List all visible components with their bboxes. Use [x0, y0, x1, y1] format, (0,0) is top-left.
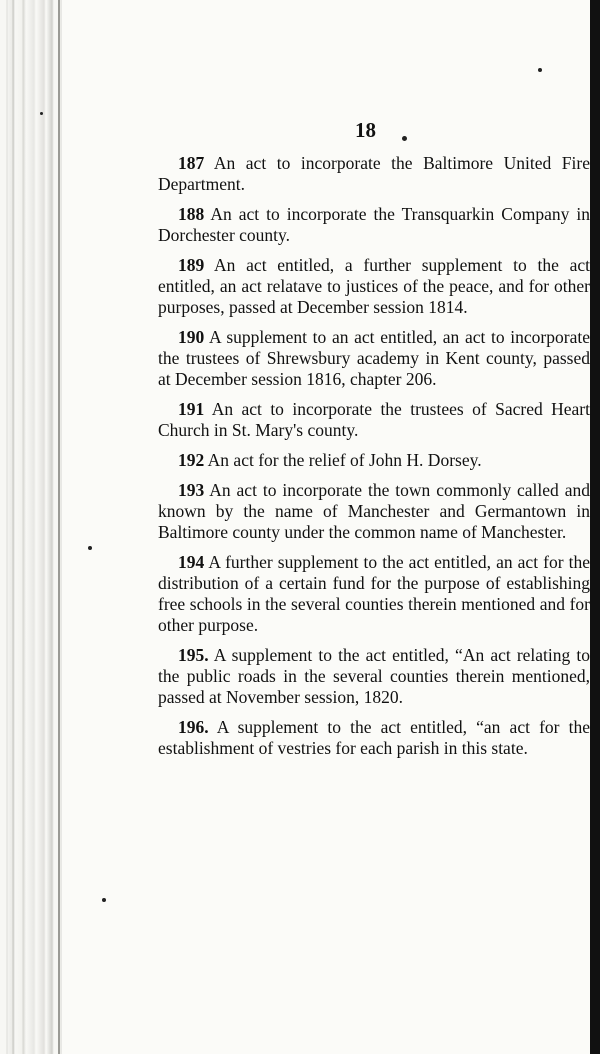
act-title: An act to incorporate the Transquarkin Company in Dorchester county.: [158, 204, 590, 245]
act-entry: [158, 717, 590, 759]
act-title: A supplement to the act entitled, “An act relating to the public roads in the several counties therein mentioned, passed at November session, 1820.: [158, 645, 590, 707]
act-title: An act entitled, a further supplement to the act entitled, an act relatave to justices of the peace, and for other purposes, passed at December session 1814.: [158, 255, 590, 317]
act-title: An act to incorporate the Baltimore United Fire Department.: [158, 153, 590, 194]
act-number: 189: [178, 255, 205, 275]
act-number: 191: [178, 399, 205, 419]
act-entry: [158, 255, 590, 318]
act-number: 195.: [178, 645, 209, 665]
act-number: 192: [178, 450, 205, 470]
act-number: 193: [178, 480, 205, 500]
act-number: 196.: [178, 717, 209, 737]
acts-list: [158, 153, 590, 768]
act-entry: [158, 645, 590, 708]
ink-speck: [538, 68, 542, 72]
book-binding-gutter: [0, 0, 62, 1054]
act-title: A supplement to the act entitled, “an act for the establishment of vestries for each parish in this state.: [158, 717, 590, 758]
act-entry: [158, 399, 590, 441]
act-title: A supplement to an act entitled, an act to incorporate the trustees of Shrewsbury academy in Kent county, passed at December session 1816, chapter 206.: [158, 327, 590, 389]
ink-speck: [102, 898, 106, 902]
act-number: 194: [178, 552, 205, 572]
ink-speck: [88, 546, 92, 550]
page-number: 18: [355, 118, 376, 142]
ink-speck: [402, 136, 407, 141]
act-number: 190: [178, 327, 205, 347]
act-title: An act to incorporate the town commonly called and known by the name of Manchester and Germantown in Baltimore county under the common name of Manchester.: [158, 480, 590, 542]
act-entry: [158, 204, 590, 246]
act-entry: [158, 327, 590, 390]
act-title: An act to incorporate the trustees of Sacred Heart Church in St. Mary's county.: [158, 399, 590, 440]
act-entry: [158, 450, 590, 471]
act-entry: [158, 153, 590, 195]
act-number: 187: [178, 153, 205, 173]
act-number: 188: [178, 204, 205, 224]
page-edge-line: [58, 0, 60, 1054]
ink-speck: [40, 112, 43, 115]
act-title: An act for the relief of John H. Dorsey.: [207, 450, 482, 470]
scan-border: [590, 0, 600, 1054]
act-entry: [158, 480, 590, 543]
act-entry: [158, 552, 590, 636]
act-title: A further supplement to the act entitled, an act for the distribution of a certain fund for the purpose of establishing free schools in the several counties therein mentioned and for other purpose.: [158, 552, 590, 635]
